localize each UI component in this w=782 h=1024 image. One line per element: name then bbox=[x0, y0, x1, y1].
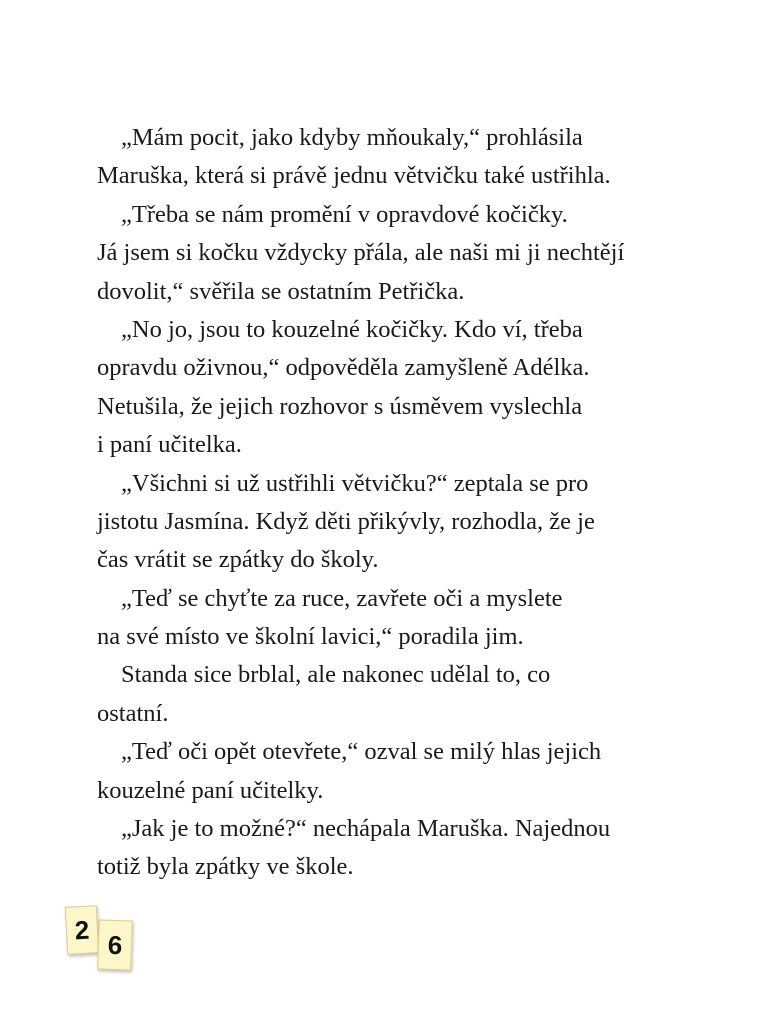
text-line: dovolit,“ svěřila se ostatním Petřička. bbox=[97, 277, 465, 305]
text-line: „Teď oči opět otevřete,“ ozval se milý hlas jejich bbox=[121, 738, 602, 766]
text-line: „Jak je to možné?“ nechápala Maruška. Najednou bbox=[121, 815, 611, 843]
text-line: ostatní. bbox=[97, 699, 169, 727]
text-line: jistotu Jasmína. Když děti přikývly, rozhodla, že je bbox=[97, 507, 595, 535]
text-line: kouzelné paní učitelky. bbox=[97, 776, 324, 804]
text-line: Netušila, že jejich rozhovor s úsměvem vyslechla bbox=[97, 392, 583, 420]
page-number bbox=[66, 906, 146, 986]
text-line: na své místo ve školní lavici,“ poradila jim. bbox=[97, 623, 524, 651]
text-line: „No jo, jsou to kouzelné kočičky. Kdo ví, třeba bbox=[121, 315, 583, 343]
text-line: „Teď se chyťte za ruce, zavřete oči a myslete bbox=[121, 584, 563, 612]
text-line: i paní učitelka. bbox=[97, 431, 242, 459]
page-number-digit-tens: 2 bbox=[65, 905, 99, 955]
story-text bbox=[97, 119, 747, 887]
text-line: Já jsem si kočku vždycky přála, ale naši mi ji nechtějí bbox=[97, 239, 625, 267]
text-line: „Všichni si už ustřihli větvičku?“ zeptala se pro bbox=[121, 469, 589, 497]
text-line: čas vrátit se zpátky do školy. bbox=[97, 546, 379, 574]
text-line: opravdu oživnou,“ odpověděla zamyšleně Adélka. bbox=[97, 354, 590, 382]
text-line: „Mám pocit, jako kdyby mňoukaly,“ prohlásila bbox=[121, 124, 583, 151]
page-number-digit-ones: 6 bbox=[97, 919, 133, 970]
text-line: Maruška, která si právě jednu větvičku také ustřihla. bbox=[97, 162, 611, 190]
text-line: „Třeba se nám promění v opravdové kočičky. bbox=[121, 200, 568, 228]
text-line: Standa sice brblal, ale nakonec udělal to, co bbox=[121, 661, 551, 689]
text-line: totiž byla zpátky ve škole. bbox=[97, 853, 354, 881]
